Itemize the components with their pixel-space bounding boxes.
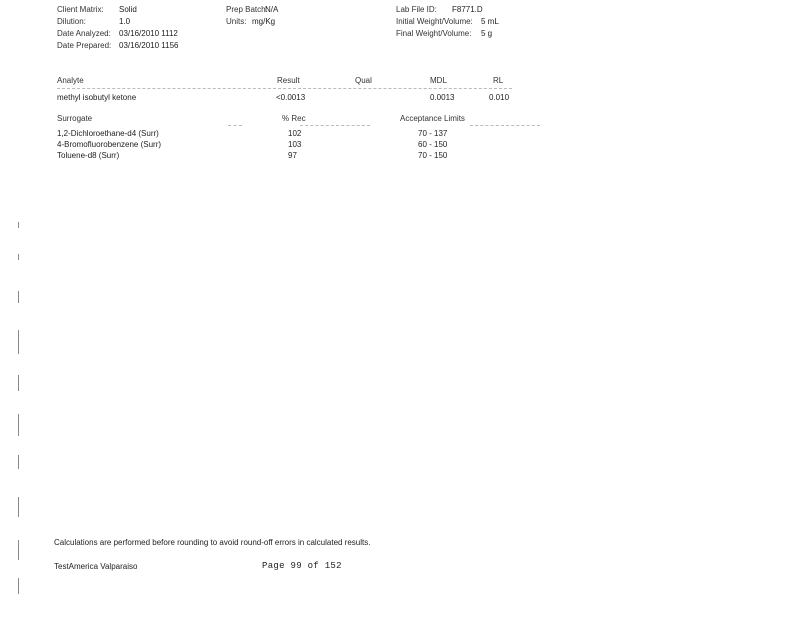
surrogate-rule-3 (470, 125, 540, 126)
scan-mark (18, 497, 19, 517)
rl-header: RL (493, 76, 504, 85)
client-matrix-value: Solid (119, 5, 137, 14)
acceptance-limits-header: Acceptance Limits (400, 114, 465, 123)
analyte-rl: 0.010 (489, 93, 510, 102)
rec-header: % Rec (282, 114, 306, 123)
date-analyzed-value: 03/16/2010 1112 (119, 29, 178, 38)
units-value: mg/Kg (252, 17, 276, 26)
units-label: Units: (226, 17, 247, 26)
scan-mark (18, 455, 19, 469)
initial-weight-volume-label: Initial Weight/Volume: (396, 17, 473, 26)
surrogate-name: 1,2-Dichloroethane-d4 (Surr) (57, 129, 159, 138)
surrogate-header: Surrogate (57, 114, 93, 123)
result-header: Result (277, 76, 300, 85)
surrogate-rule-1 (228, 125, 242, 126)
scan-mark (18, 222, 19, 228)
prep-batch-value: N/A (265, 5, 279, 14)
surrogate-rec: 97 (288, 151, 297, 160)
client-matrix-label: Client Matrix: (57, 5, 104, 14)
analyte-mdl: 0.0013 (430, 93, 455, 102)
surrogate-name: Toluene-d8 (Surr) (57, 151, 120, 160)
calculation-note: Calculations are performed before rounding to avoid round-off errors in calculated results. (54, 538, 371, 547)
lab-file-value: F8771.D (452, 5, 483, 14)
surrogate-limits: 70 - 137 (418, 129, 448, 138)
final-weight-volume-label: Final Weight/Volume: (396, 29, 472, 38)
final-weight-volume-value: 5 g (481, 29, 493, 38)
surrogate-limits: 70 - 150 (418, 151, 448, 160)
surrogate-rec: 103 (288, 140, 302, 149)
analyte-result: <0.0013 (276, 93, 306, 102)
page-number: Page 99 of 152 (262, 561, 342, 571)
dilution-label: Dilution: (57, 17, 86, 26)
surrogate-limits: 60 - 150 (418, 140, 448, 149)
analyte-header: Analyte (57, 76, 84, 85)
scan-mark (18, 578, 19, 594)
qual-header: Qual (355, 76, 372, 85)
analyte-header-rule (57, 88, 512, 89)
scan-mark (18, 375, 19, 391)
surrogate-rec: 102 (288, 129, 302, 138)
lab-name: TestAmerica Valparaiso (54, 562, 138, 571)
scan-mark (18, 414, 19, 436)
surrogate-rule-2 (300, 125, 370, 126)
date-prepared-label: Date Prepared: (57, 41, 112, 50)
dilution-value: 1.0 (119, 17, 131, 26)
date-analyzed-label: Date Analyzed: (57, 29, 111, 38)
mdl-header: MDL (430, 76, 447, 85)
scan-mark (18, 291, 19, 303)
date-prepared-value: 03/16/2010 1156 (119, 41, 179, 50)
analyte-name: methyl isobutyl ketone (57, 93, 137, 102)
scan-mark (18, 540, 19, 560)
scan-mark (18, 254, 19, 260)
prep-batch-label: Prep Batch: (226, 5, 268, 14)
initial-weight-volume-value: 5 mL (481, 17, 499, 26)
scan-mark (18, 330, 19, 354)
surrogate-name: 4-Bromofluorobenzene (Surr) (57, 140, 162, 149)
lab-file-label: Lab File ID: (396, 5, 437, 14)
